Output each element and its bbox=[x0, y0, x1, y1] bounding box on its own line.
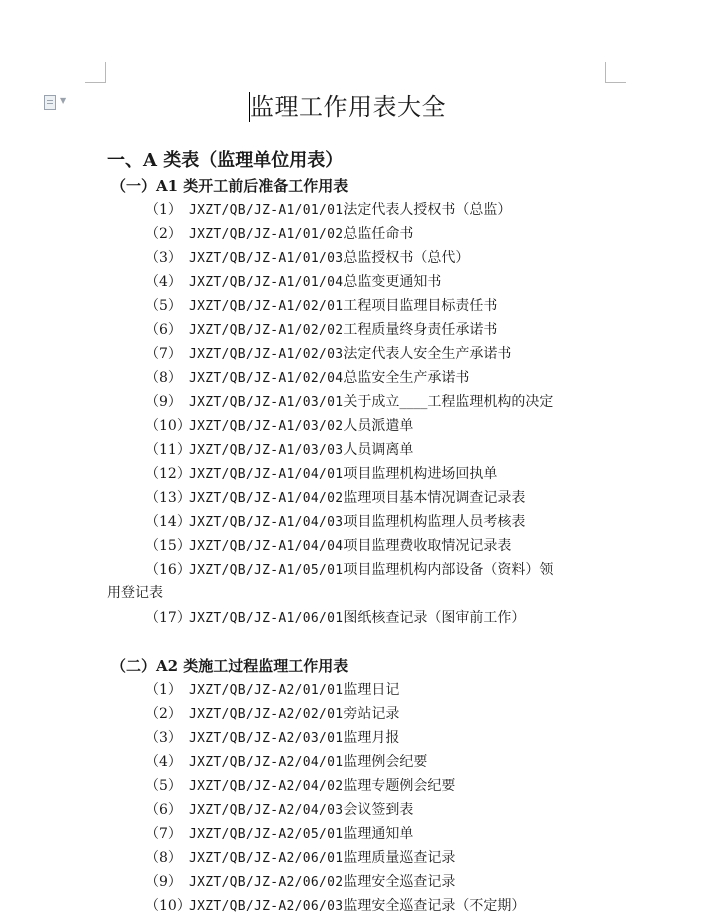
list-item[interactable] bbox=[145, 247, 469, 270]
item-code: JXZT/QB/JZ-A2/04/01 bbox=[189, 755, 344, 770]
item-code: JXZT/QB/JZ-A1/02/02 bbox=[189, 323, 344, 338]
item-title: 人员调离单 bbox=[343, 442, 414, 458]
list-item[interactable] bbox=[145, 487, 525, 510]
item-title: 关于成立____工程监理机构的决定 bbox=[343, 394, 554, 410]
list-item[interactable] bbox=[145, 727, 399, 750]
item-number: （4） bbox=[145, 274, 182, 290]
item-code: JXZT/QB/JZ-A1/06/01 bbox=[189, 611, 344, 626]
item-code: JXZT/QB/JZ-A1/01/04 bbox=[189, 275, 344, 290]
item-number: （12） bbox=[145, 466, 191, 482]
list-item-continuation[interactable]: 用登记表 bbox=[107, 585, 163, 601]
item-title: 监理通知单 bbox=[343, 826, 414, 842]
item-title: 项目监理机构监理人员考核表 bbox=[343, 514, 526, 530]
item-number: （10） bbox=[145, 418, 191, 434]
subsection-heading-a2[interactable]: （二）A2 类施工过程监理工作用表 bbox=[111, 657, 349, 675]
item-number: （7） bbox=[145, 346, 182, 362]
list-item[interactable] bbox=[145, 799, 413, 822]
list-item[interactable] bbox=[145, 463, 497, 486]
item-code: JXZT/QB/JZ-A1/03/03 bbox=[189, 443, 344, 458]
list-item[interactable] bbox=[145, 199, 511, 222]
item-code: JXZT/QB/JZ-A2/04/03 bbox=[189, 803, 344, 818]
item-title: 总监变更通知书 bbox=[343, 274, 442, 290]
list-item[interactable] bbox=[145, 295, 497, 318]
item-title: 项目监理机构内部设备（资料）领 bbox=[343, 562, 554, 578]
item-number: （16） bbox=[145, 562, 191, 578]
chevron-down-icon: ▼ bbox=[60, 96, 67, 105]
item-number: （6） bbox=[145, 322, 182, 338]
item-code: JXZT/QB/JZ-A2/01/01 bbox=[189, 683, 344, 698]
item-code: JXZT/QB/JZ-A1/03/01 bbox=[189, 395, 344, 410]
list-item[interactable] bbox=[145, 535, 511, 558]
item-number: （17） bbox=[145, 610, 191, 626]
item-title: 项目监理机构进场回执单 bbox=[343, 466, 498, 482]
item-code: JXZT/QB/JZ-A1/02/04 bbox=[189, 371, 344, 386]
item-title: 法定代表人安全生产承诺书 bbox=[343, 346, 512, 362]
item-number: （1） bbox=[145, 682, 182, 698]
item-title: 会议签到表 bbox=[343, 802, 414, 818]
item-title: 工程项目监理目标责任书 bbox=[343, 298, 498, 314]
item-title: 总监任命书 bbox=[343, 226, 414, 242]
item-number: （5） bbox=[145, 778, 182, 794]
page-corner-mark-top-right bbox=[605, 62, 626, 83]
document-icon[interactable] bbox=[44, 94, 72, 110]
item-number: （3） bbox=[145, 730, 182, 746]
item-code: JXZT/QB/JZ-A1/04/04 bbox=[189, 539, 344, 554]
item-title: 图纸核查记录（图审前工作） bbox=[343, 610, 526, 626]
item-number: （15） bbox=[145, 538, 191, 554]
item-title: 监理月报 bbox=[343, 730, 400, 746]
item-code: JXZT/QB/JZ-A1/01/01 bbox=[189, 203, 344, 218]
item-number: （14） bbox=[145, 514, 191, 530]
list-item[interactable] bbox=[145, 343, 511, 366]
item-number: （9） bbox=[145, 874, 182, 890]
item-number: （7） bbox=[145, 826, 182, 842]
item-number: （8） bbox=[145, 850, 182, 866]
list-item[interactable] bbox=[145, 871, 455, 894]
list-item[interactable] bbox=[145, 751, 427, 774]
item-code: JXZT/QB/JZ-A1/04/03 bbox=[189, 515, 344, 530]
item-code: JXZT/QB/JZ-A2/02/01 bbox=[189, 707, 344, 722]
item-number: （5） bbox=[145, 298, 182, 314]
item-title: 总监授权书（总代） bbox=[343, 250, 470, 266]
list-item[interactable] bbox=[145, 367, 469, 390]
item-title: 工程质量终身责任承诺书 bbox=[343, 322, 498, 338]
list-item[interactable] bbox=[145, 319, 497, 342]
list-item[interactable] bbox=[145, 439, 413, 462]
item-number: （9） bbox=[145, 394, 182, 410]
item-code: JXZT/QB/JZ-A2/06/03 bbox=[189, 899, 344, 914]
item-code: JXZT/QB/JZ-A1/01/03 bbox=[189, 251, 344, 266]
subsection-heading-a1[interactable]: （一）A1 类开工前后准备工作用表 bbox=[111, 177, 349, 195]
item-code: JXZT/QB/JZ-A2/05/01 bbox=[189, 827, 344, 842]
list-item[interactable] bbox=[145, 391, 553, 414]
item-number: （6） bbox=[145, 802, 182, 818]
item-code: JXZT/QB/JZ-A1/02/01 bbox=[189, 299, 344, 314]
item-number: （2） bbox=[145, 226, 182, 242]
item-code: JXZT/QB/JZ-A1/03/02 bbox=[189, 419, 344, 434]
item-number: （2） bbox=[145, 706, 182, 722]
item-number: （1） bbox=[145, 202, 182, 218]
item-title: 监理质量巡查记录 bbox=[343, 850, 456, 866]
item-title: 总监安全生产承诺书 bbox=[343, 370, 470, 386]
item-title: 监理例会纪要 bbox=[343, 754, 428, 770]
item-code: JXZT/QB/JZ-A1/04/02 bbox=[189, 491, 344, 506]
item-code: JXZT/QB/JZ-A2/03/01 bbox=[189, 731, 344, 746]
list-item[interactable] bbox=[145, 607, 525, 630]
item-code: JXZT/QB/JZ-A1/01/02 bbox=[189, 227, 344, 242]
item-title: 监理项目基本情况调查记录表 bbox=[343, 490, 526, 506]
item-code: JXZT/QB/JZ-A1/04/01 bbox=[189, 467, 344, 482]
item-title: 监理日记 bbox=[343, 682, 400, 698]
page-icon bbox=[44, 95, 56, 110]
item-title: 监理安全巡查记录 bbox=[343, 874, 456, 890]
item-number: （13） bbox=[145, 490, 191, 506]
item-code: JXZT/QB/JZ-A2/06/01 bbox=[189, 851, 344, 866]
item-code: JXZT/QB/JZ-A1/02/03 bbox=[189, 347, 344, 362]
document-title[interactable]: 监理工作用表大全 bbox=[250, 93, 446, 121]
list-item[interactable] bbox=[145, 271, 441, 294]
item-number: （3） bbox=[145, 250, 182, 266]
list-item[interactable] bbox=[145, 223, 413, 246]
item-title: 法定代表人授权书（总监） bbox=[343, 202, 512, 218]
section-heading-a[interactable]: 一、A 类表（监理单位用表） bbox=[107, 150, 344, 171]
item-title: 旁站记录 bbox=[343, 706, 400, 722]
item-number: （4） bbox=[145, 754, 182, 770]
item-number: （10） bbox=[145, 898, 191, 914]
item-title: 项目监理费收取情况记录表 bbox=[343, 538, 512, 554]
list-item[interactable] bbox=[145, 895, 525, 918]
item-code: JXZT/QB/JZ-A1/05/01 bbox=[189, 563, 344, 578]
list-item[interactable] bbox=[145, 847, 455, 870]
item-title: 监理专题例会纪要 bbox=[343, 778, 456, 794]
list-item[interactable] bbox=[145, 775, 455, 798]
item-title: 监理安全巡查记录（不定期） bbox=[343, 898, 526, 914]
item-code: JXZT/QB/JZ-A2/04/02 bbox=[189, 779, 344, 794]
list-item[interactable] bbox=[145, 559, 553, 582]
list-item[interactable] bbox=[145, 511, 525, 534]
item-number: （8） bbox=[145, 370, 182, 386]
item-number: （11） bbox=[145, 442, 191, 458]
list-item[interactable] bbox=[145, 703, 399, 726]
list-item[interactable] bbox=[145, 823, 413, 846]
list-item[interactable] bbox=[145, 415, 413, 438]
page-corner-mark-top-left bbox=[85, 62, 106, 83]
item-code: JXZT/QB/JZ-A2/06/02 bbox=[189, 875, 344, 890]
list-item[interactable] bbox=[145, 679, 399, 702]
item-title: 人员派遣单 bbox=[343, 418, 414, 434]
